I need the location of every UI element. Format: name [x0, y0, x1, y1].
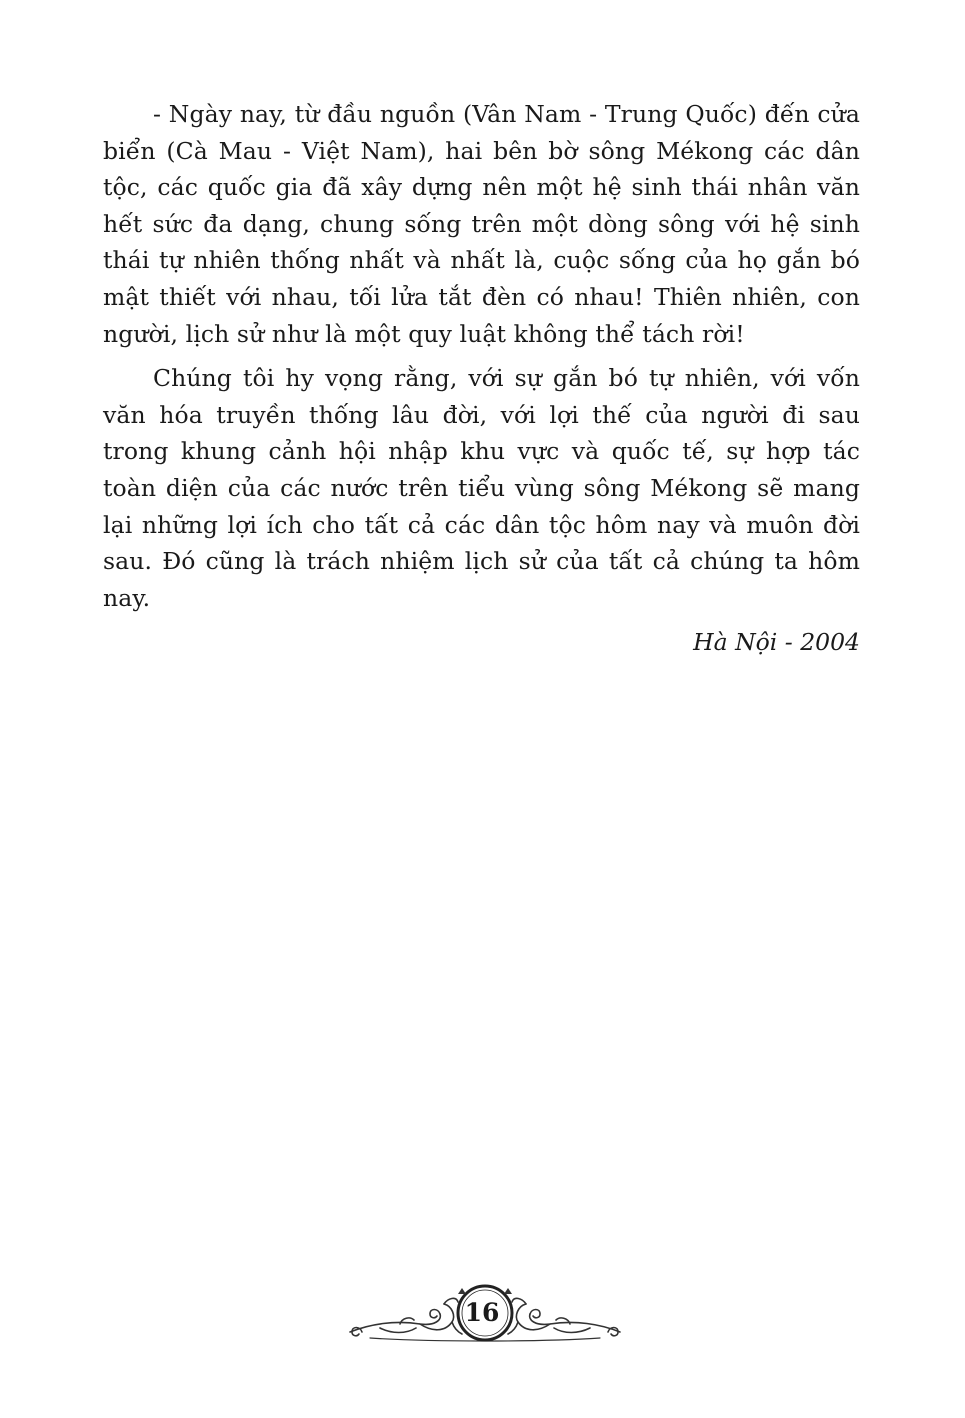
page-number: 16	[464, 1298, 500, 1327]
place-date-signature: Hà Nội - 2004	[693, 628, 860, 657]
paragraph-2: Chúng tôi hy vọng rằng, với sự gắn bó tự nhiên, với vốn văn hóa truyền thống lâu đời, với lợi thế của người đi sau trong khung cảnh hội nhập khu vực và quốc tế, sự hợp tác toàn diện của các nước trên tiểu vùng sông Mékong sẽ mang lại những lợi ích cho tất cả các dân tộc hôm nay và muôn đời sau. Đó cũng là trách nhiệm lịch sử của tất cả chúng ta hôm nay.	[103, 364, 860, 612]
page-footer	[0, 1280, 965, 1360]
paragraph-1: - Ngày nay, từ đầu nguồn (Vân Nam - Trung Quốc) đến cửa biển (Cà Mau - Việt Nam), hai bên bờ sông Mékong các dân tộc, các quốc gia đã xây dựng nên một hệ sinh thái nhân văn hết sức đa dạng, chung sống trên một dòng sông với hệ sinh thái tự nhiên thống nhất và nhất là, cuộc sống của họ gắn bó mật thiết với nhau, tối lửa tắt đèn có nhau! Thiên nhiên, con người, lịch sử như là một quy luật không thể tách rời!	[103, 100, 860, 348]
body-text	[103, 96, 860, 660]
